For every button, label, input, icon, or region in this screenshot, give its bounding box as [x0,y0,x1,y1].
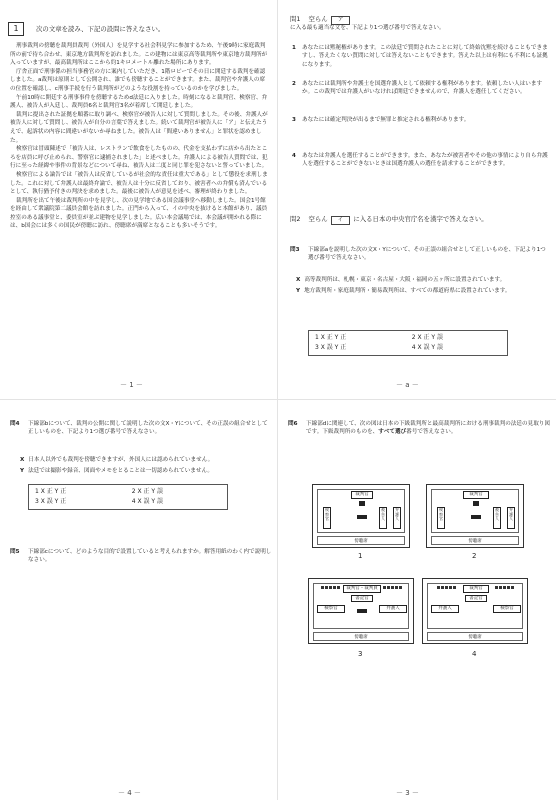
q4-statement-y: Y 法廷では撮影や録音、図面やメモをとることは一切認められていません。 [20,468,213,474]
defense-seat: 弁護人 [393,507,401,529]
q1-text-b: に入る最も適当な文を、下記より1つ選び番号で答えなさい。 [290,25,445,31]
q2-label: 問2 [290,215,301,223]
q6-header [288,420,550,446]
question-instruction: 次の文章を読み、下記の設問に答えなさい。 [36,25,165,33]
prosecutor-seat: 検察官 [493,605,521,613]
diagram-label: 2 [472,552,477,560]
q5-text: 下線部cについて、どのような目的で設置していると考えられますか。解答用紙のわく内で説明しなさい。 [28,549,272,564]
option-text: あなたには確定判決が出るまで無罪と推定される権利があります。 [302,117,470,123]
q2-text: 空らん [308,215,328,223]
choice: 1 X 正 Y 正 [315,334,347,341]
statement-text: 地方裁判所・家庭裁判所・簡易裁判所は、すべての都道府県に設置されています。 [304,288,511,294]
q3-text: 下線部aを説明した次の文X・Yについて、その正誤の組合せとして正しいものを、下記より1つ選び番号で答えなさい。 [308,247,546,262]
choice: 4 X 誤 Y 誤 [131,498,163,505]
passage-paragraph: 庁舎正面で刑事係の担当事務官の方に案内していただき、1階ロビーでその日に開廷する裁判を確認しました。a裁判は原則として公開され、誰でも傍聴することができます。また、裁判官や弁護人の席の位置を確認し、c刑事手続を行う裁判所がどのような役割を持っているのかを学びました。 [10,68,266,92]
choice: 2 X 正 Y 誤 [131,488,163,495]
q5-label: 問5 [10,549,20,555]
gallery: 傍聴席 [317,536,405,545]
defendant-seat: 被告人 [493,507,501,529]
q4-statement-x: X 日本人以外でも裁判を傍聴できますが、外国人には認められていません。 [20,457,214,463]
clerk-desk: 書記官 [351,595,373,602]
blank-a: ア [331,16,351,25]
q6-text-a: 下線部dに関連して、次の図は日本の下級裁判所と最高裁判所における刑事裁判の法廷の見取り図です。下級裁判所のものを、 [306,421,550,436]
gallery: 傍聴席 [431,536,519,545]
passage-paragraph: 検察官による論告では「被告人は反省しているが社会的な責任は重大である」として懲役を求刑しました。これに対して弁護人は最終弁論で、被告人は十分に反省しており、被害者への弁償も済んでいるとして、執行猶予付きの判決を求めました。最後に被告人が意見を述べ、審理が終わりました。 [10,171,268,196]
diagram-label: 3 [358,650,363,658]
witness-stand [357,609,367,613]
q2-header [290,214,488,225]
choice: 1 X 正 Y 正 [35,488,67,495]
prosecutor-seat: 検察官 [437,507,445,529]
option-text: あなたには裁判所や弁護士を国選弁護人として依頼する権利があります。依頼したい人はいますか。この裁判では弁護人がいなければ開廷できませんので、弁護人を選任してください。 [302,81,543,96]
question-number-box: 1 [8,22,24,36]
q1-text-cont [290,24,548,34]
q3-label: 問3 [290,247,300,253]
gallery: 傍聴席 [313,632,409,641]
courtroom-diagram-4 [422,578,528,644]
q6-emphasis: すべて選び [378,429,407,436]
passage-paragraph: 裁判所を出て午後は裁判所の中を見学し、次の見学地である国会議事堂へ移動しました。国会1号館を経由して衆議院第二議員会館を訪れました。正門から入って、イの中央を抜けると本館があり、議員控室のある議事堂と、委員室が並ぶ建物を見学しました。広い本会議場では、本会議が開かれる際には、b国会には多くの国民が傍聴に訪れ、傍聴席が満席となることも多いそうです。 [10,197,268,230]
choice: 3 X 誤 Y 正 [35,498,67,505]
q4-label: 問4 [10,421,20,427]
q4-choices-box [28,484,228,510]
judge-bench: 裁判官・裁判員 [343,585,381,593]
defense-seat: 弁護人 [431,605,459,613]
q1-option [292,116,548,142]
defense-seat: 弁護人 [507,507,515,529]
page-4 [278,400,556,800]
gallery: 傍聴席 [427,632,523,641]
q3-header [290,246,548,264]
courtroom-diagram-1 [312,484,410,548]
passage-paragraph: 午前10時に開廷する刑事事件を傍聴するためd法廷に入りました。時刻になると裁判官、検察官、弁護人、被告人が入廷し、裁判員6名と裁判官3名が着席して開廷しました。 [10,94,268,110]
q6-label: 問6 [288,421,298,427]
diagram-label: 4 [472,650,477,658]
prosecutor-seat: 検察官 [317,605,345,613]
juror-seats [383,586,402,589]
judge-bench: 裁判官 [463,491,489,499]
witness-stand [471,515,481,519]
option-number: 2 [292,81,296,87]
option-text: あなたには黙秘権があります。この法廷で質問されたことに対して終始沈黙を続けることもできますし、答えたくない質問に対しては答えないこともできます。答えた以上は有利にも不利にも証拠になります。 [302,45,548,68]
statement-text: 法廷では撮影や録音、図面やメモをとることは一切認められていません。 [28,468,213,474]
option-number: 1 [292,45,296,51]
justice-seats [495,586,514,589]
statement-text: 日本人以外でも裁判を傍聴できますが、外国人には認められていません。 [28,457,214,463]
question-header [8,22,164,36]
page-number: － 1 － [120,381,143,389]
judge-bench: 裁判官 [463,585,489,593]
q6-text-b: 番号で答えなさい。 [406,429,457,436]
q4-text: 下線部bについて、裁判の公開に関して説明した次の文X・Yについて、その正誤の組合せとして正しいものを、下記より1つ選び番号で答えなさい。 [28,421,268,436]
q1-text: 空らん [308,15,328,23]
statement-text: 高等裁判所は、札幌・東京・名古屋・大阪・福岡の五ヶ所に設置されています。 [304,277,506,283]
option-text: あなたは弁護人を選任することができます。また、あなたが被害者やその他の事情により自ら弁護人を選任することができないときは国選弁護人の選任を請求することができます。 [302,153,548,168]
page-number: － a － [396,381,419,389]
judge-bench: 裁判官 [351,491,373,499]
page-number: － 4 － [118,789,141,797]
witness-stand [357,515,367,519]
passage [10,42,270,374]
page-3 [0,400,278,800]
q3-statement-y: Y 地方裁判所・家庭裁判所・簡易裁判所は、すべての都道府県に設置されています。 [296,288,511,294]
justice-seats [437,586,456,589]
clerk-desk: 書記官 [465,595,487,602]
choice: 3 X 誤 Y 正 [315,344,347,351]
choice: 2 X 正 Y 誤 [411,334,443,341]
q3-choices-box [308,330,508,356]
q1-label: 問1 [290,15,301,23]
page-1 [0,0,278,400]
courtroom-diagram-2 [426,484,524,548]
juror-seats [321,586,340,589]
diagram-label: 1 [358,552,363,560]
defendant-seat: 被告人 [379,507,387,529]
option-number: 4 [292,153,296,159]
q1-option [292,152,548,186]
q2-text-b: に入る日本の中央官庁名を漢字で答えなさい。 [353,215,488,223]
defense-seat: 弁護人 [379,605,407,613]
blank-i: イ [331,216,351,225]
clerk-desk [359,501,365,506]
q3-statement-x: X 高等裁判所は、札幌・東京・名古屋・大阪・福岡の五ヶ所に設置されています。 [296,277,506,283]
option-number: 3 [292,117,296,123]
passage-paragraph: 裁判に提出された証拠を順番に取り調べ、検察官が被告人に対して質問しました。その後、弁護人が被告人に対して質問し、被告人が自分の言葉で答えました。続いて裁判官が被告人に「ア」と伝えたうえで、起訴状の内容に間違いがないか尋ねました。被告人は「間違いありません」と罪状を認めました。 [10,111,268,144]
prosecutor-seat: 検察官 [323,507,331,529]
q1-option [292,80,548,106]
q4-header [10,420,272,438]
passage-paragraph: 検察官は冒頭陳述で「被告人は、レストランで飲食をしたものの、代金を支払わずに店から出たところを店員に呼び止められ、警察官に逮捕されました」と述べました。弁護人による被告人質問では、犯行に至った経緯や事件の背景などについて尋ね、被告人は二度と同じ罪を犯さないと誓っていました。 [10,146,268,170]
courtroom-diagram-3 [308,578,414,644]
choice: 4 X 誤 Y 誤 [411,344,443,351]
passage-paragraph: 刑事裁判の傍聴を裁判員裁判（外国人）を見学する社会科見学に参加するため、午後9時に家庭裁判所の前で待ち合わせ、東京地方裁判所を訪れました。この建物には東京高等裁判所や東京地方裁判所が入っていますが、最高裁判所はここから約1キロメートル離れた場所にあります。 [10,43,268,67]
q6-text [306,420,550,437]
page-2 [278,0,556,400]
q1-option [292,44,548,70]
q5-header [10,548,272,566]
page-number: － 3 － [396,789,419,797]
clerk-desk [473,501,479,506]
